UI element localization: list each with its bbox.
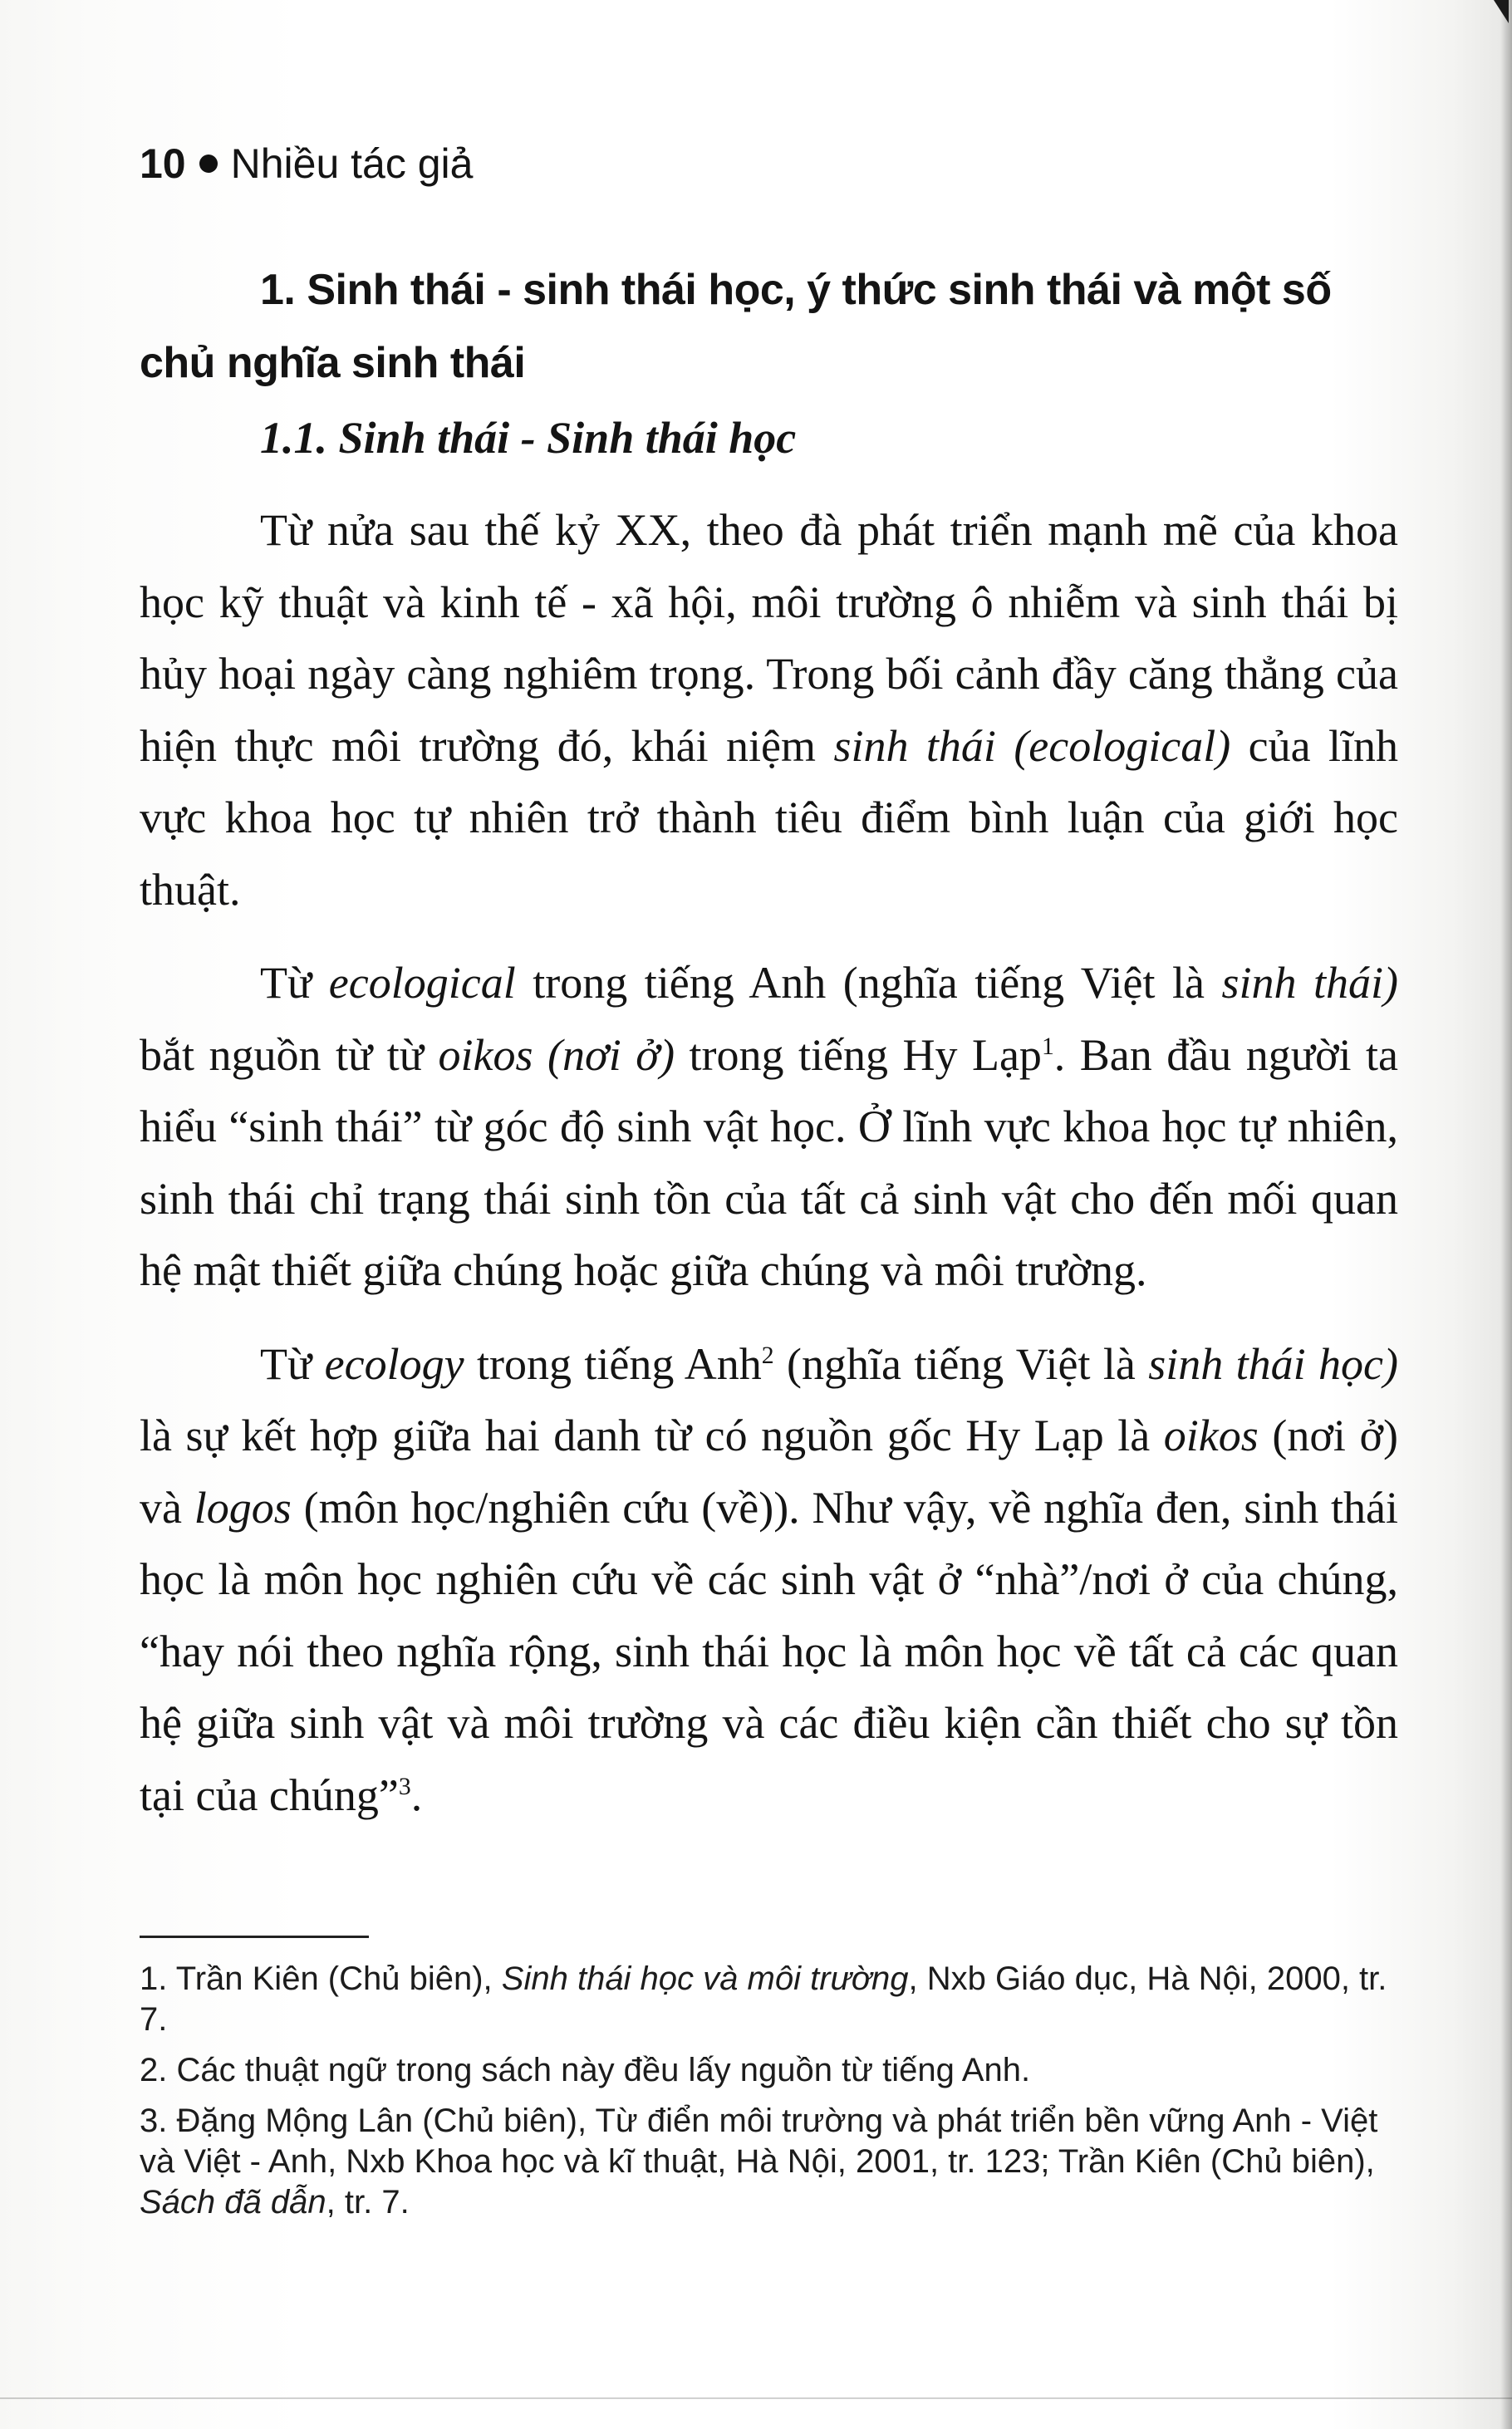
italic-term: oikos (nơi ở) [438,1029,675,1080]
italic-term: sinh thái học) [1148,1338,1398,1389]
italic-term: logos [194,1482,292,1533]
italic-title: Sách đã dẫn [140,2184,326,2220]
footnote-2: 2. Các thuật ngữ trong sách này đều lấy nguồn từ tiếng Anh. [140,2052,1031,2088]
text-run: trong tiếng Anh (nghĩa tiếng Việt là [515,958,1222,1008]
text-run: bắt nguồn từ từ [140,1029,439,1080]
italic-term: sinh thái (ecological) [833,720,1231,771]
text-run: , Nxb Giáo dục, Hà Nội, 2000, tr. 7. [140,1960,1387,2038]
italic-term: ecological [328,958,516,1008]
bottom-edge-line [0,2397,1512,2399]
italic-term: ecology [324,1338,464,1389]
footnote-ref-2: 2 [761,1342,774,1369]
text-run: , tr. 7. [326,2184,410,2220]
footnotes [140,1959,1398,2233]
footnote-3 [140,2101,1398,2223]
footnote-1 [140,1959,1398,2040]
bullet-dot-icon [199,155,218,173]
subsection-heading: 1.1. Sinh thái - Sinh thái học [260,413,797,463]
page-number: 10 [140,140,186,187]
text-run: 1. Trần Kiên (Chủ biên), [140,1960,502,1997]
text-run: Từ [260,958,329,1008]
paragraph-3 [140,1328,1398,1832]
text-run: của lĩnh vực khoa học tự nhiên trở thành tiêu điểm bình luận của giới học thuật. [140,720,1398,915]
running-title: Nhiều tác giả [230,140,474,187]
text-run: . Ban đầu người ta hiểu “sinh thái” từ góc độ sinh vật học. Ở lĩnh vực khoa học tự nhiên, sinh thái chỉ trạng thái sinh tồn của tất cả sinh vật cho đến mối quan hệ mật thiết giữa chúng hoặc giữa chúng và môi trường. [140,1029,1398,1295]
paragraph-2 [140,947,1398,1307]
page-content [140,253,1398,1852]
text-run: là sự kết hợp giữa hai danh từ có nguồn gốc Hy Lạp là [140,1411,1164,1460]
italic-term: oikos [1163,1411,1259,1460]
text-run: trong tiếng Hy Lạp [675,1029,1042,1080]
italic-title: Sinh thái học và môi trường [501,1960,909,1997]
footnote-ref-3: 3 [398,1773,411,1800]
section-heading: 1. Sinh thái - sinh thái học, ý thức sinh thái và một số chủ nghĩa sinh thái [140,266,1332,387]
text-run: (nơi ở) và [140,1411,1398,1533]
page-edge-shadow [1500,0,1512,2429]
text-run: Từ [260,1338,325,1389]
text-run: trong tiếng Anh [464,1338,762,1389]
text-run: (môn học/nghiên cứu (về)). Như vậy, về nghĩa đen, sinh thái học là môn học nghiên cứu về các sinh vật ở “nhà”/nơi ở của chúng, “hay nói theo nghĩa rộng, sinh thái học là môn học về tất cả các quan hệ giữa sinh vật và môi trường và các điều kiện cần thiết cho sự tồn tại của chúng” [140,1482,1399,1820]
italic-term: sinh thái) [1221,958,1398,1008]
text-run: Từ nửa sau thế kỷ XX, theo đà phát triển mạnh mẽ của khoa học kỹ thuật và kinh tế - xã hội, môi trường ô nhiễm và sinh thái bị hủy hoại ngày càng nghiêm trọng. Trong bối cảnh đầy căng thẳng của hiện thực môi trường đó, khái niệm [140,505,1398,771]
text-run: . [410,1769,423,1820]
text-run: (nghĩa tiếng Việt là [773,1338,1149,1389]
running-header [140,140,473,188]
footnote-divider [140,1936,369,1938]
footnote-ref-1: 1 [1041,1033,1054,1060]
text-run: 3. Đặng Mộng Lân (Chủ biên), Từ điển môi trường và phát triển bền vững Anh - Việt và Việt - Anh, Nxb Khoa học và kĩ thuật, Hà Nội, 2001, tr. 123; Trần Kiên (Chủ biên), [140,2103,1378,2180]
paragraph-1 [140,494,1398,925]
